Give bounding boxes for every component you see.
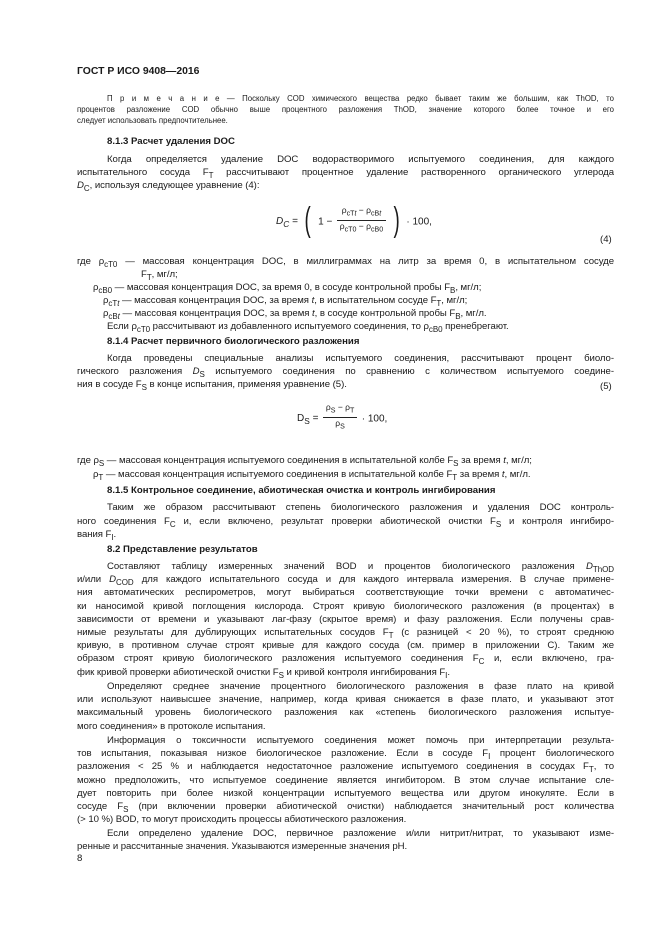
eq4-one: 1 − <box>318 216 333 228</box>
paragraph-line: кривую, в противном случае строят кривые для каждого сосуда (см. пример в приложении С). Таким же <box>77 640 614 652</box>
eq4-numerator: $\rho_{cTt} - \rho_{cBt}$ <box>337 205 386 221</box>
note-line: следует использовать предпочтительнее. <box>77 116 228 125</box>
eq5-tail: · 100, <box>361 413 388 425</box>
equation-5 <box>297 402 387 432</box>
eq4-lhs: $D_C$ = <box>276 216 298 230</box>
paragraph-line: фик кривой проверки абиотической очистки $F_S$ и кривой контроля ингибирования $F_I$. <box>77 666 450 680</box>
paragraph-line: испытательного сосуда $F_T$ рассчитывают процентное удаление растворенного органического углерода <box>77 167 614 180</box>
paragraph-line: (> 10 %) BOD, то могут происходить процессы абиотического разложения. <box>77 814 407 826</box>
section-heading: 8.1.4 Расчет первичного биологического разложения <box>107 336 360 347</box>
paragraph-line: тов испытания, показывая низкое биологическое разложение. Если в сосуде $F_I$ процент биологического <box>77 748 614 761</box>
definition-line: $\rho_{cTt}$ — массовая концентрация DOC, за время t, в испытательном сосуде $F_T$, мг/л; <box>103 295 468 308</box>
section-heading: 8.1.5 Контрольное соединение, абиотическая очистка и контроль ингибирования <box>107 485 496 496</box>
paragraph-line: ного соединения $F_C$ и, если включено, результат проверки абиотической очистки $F_S$ и контроля ингибиро- <box>77 516 614 529</box>
eq5-lhs: $D_S$ = <box>297 413 319 427</box>
paragraph-line: Составляют таблицу измеренных значений BOD и процентов биологического разложения $D_{ThOD}$ <box>107 561 614 574</box>
equation-5-number: (5) <box>600 381 612 392</box>
definition-line: $\rho_{cB0}$ — массовая концентрация DOC, за время 0, в сосуде контрольной пробы $F_B$, мг/л; <box>93 282 482 295</box>
section-heading: 8.1.3 Расчет удаления DOC <box>107 136 235 147</box>
paragraph-line: Таким же образом рассчитывают степень биологического разложения и удаления DOC контроль- <box>107 502 614 513</box>
equation-4: $D_C$ = ( 1 − $\frac{\rho_{cTt} - \rho_{cBt}}{\rho_{cT0} - \rho_{cB0}}$ ) · 100, <box>276 201 432 240</box>
paragraph-line: сосуде $F_S$ (при включении проверки абиотической очистки) наблюдается значительный рост количества <box>77 801 614 814</box>
paragraph-line: Когда определяется удаление DOC водорастворимого испытуемого соединения, для каждого <box>107 154 614 165</box>
paragraph-line: Определяют среднее значение процентного биологического разложения в фазе плато на кривой <box>107 681 614 692</box>
paragraph-line: ренные и рассчитанные значения. Указываются измеренные значения рН. <box>77 841 408 853</box>
paragraph-line: и/или $D_{COD}$ для каждого испытательного сосуда и для каждого интервала измерения. В случае примене- <box>77 574 614 587</box>
equation-4-number: (4) <box>600 234 612 245</box>
paragraph-line: Информация о токсичности испытуемого соединения может помочь при интерпретации результа- <box>107 735 614 746</box>
paragraph-line: можно предположить, что испытуемое соединение является ингибитором. В этом случае испытание сле- <box>77 774 614 786</box>
paragraph-line: мого соединения» в протоколе испытания. <box>77 720 266 732</box>
paragraph-line: Когда проведены специальные анализы испытуемого соединения, рассчитывают процент биоло- <box>107 353 614 364</box>
paragraph-line: дует повторить при более низкой концентрации испытуемого вещества или другом инокуляте. Если в <box>77 787 614 799</box>
paragraph-line: ния автоматических респирометров, могут выбираться соответствующие точки времени с автоматичес- <box>77 587 614 599</box>
paragraph-line: ния в сосуде $F_S$ в конце испытания, применяя уравнение (5). <box>77 379 347 392</box>
definition-line: где $\rho_{cT0}$ — массовая концентрация DOC, в миллиграммах на литр за время 0, в испытательном сосуде <box>77 256 614 269</box>
paragraph-line: разложения < 25 % и наблюдается недостаточное разложение испытуемого соединения в сосудах $F_T$, то <box>77 761 614 774</box>
paragraph-line: Если определено удаление DOC, первичное разложение и/или нитрит/нитрат, то указывают изме- <box>107 828 614 839</box>
page-header-title: ГОСТ Р ИСО 9408—2016 <box>77 66 200 77</box>
paragraph-line: зависимости от времени и указывают лаг-фазу (скрытое время) и фазу разложения. Если получены срав- <box>77 613 614 625</box>
eq5-numerator: $\rho_S - \rho_T$ <box>323 402 357 418</box>
definition-line: $F_T$, мг/л; <box>141 269 178 282</box>
paragraph-line: нимые результаты для дублирующих испытательных сосудов $F_T$ (с разницей < 20 %), то строят среднюю <box>77 627 614 640</box>
paragraph-line: образом строят кривую биологического разложения испытуемого соединения $F_C$ и, если включено, гра- <box>77 653 614 666</box>
page-number: 8 <box>77 853 83 864</box>
eq5-denominator: $\rho_S$ <box>335 417 345 431</box>
eq4-tail: · 100, <box>406 216 432 228</box>
note-line: процентов разложение COD обычно выше процентного разложения ThOD, значение которого более точное и его <box>77 105 614 114</box>
paragraph-line: максимальный уровень биологического разложения как «степень биологического разложения испытуе- <box>77 707 614 719</box>
paragraph-line: гического разложения $D_S$ испытуемого соединения по сравнению с количеством испытуемого соедине- <box>77 366 614 379</box>
paragraph-line: или используют наивысшее значение, например, когда кривая снижается в фазе плато, и указывают этот <box>77 694 614 706</box>
eq4-denominator: $\rho_{cT0} - \rho_{cB0}$ <box>339 220 384 234</box>
definition-line: $\rho_{cBt}$ — массовая концентрация DOC, за время t, в сосуде контрольной пробы $F_B$, мг/л. <box>103 308 487 321</box>
definition-line: Если $\rho_{cT0}$ рассчитывают из добавленного испытуемого соединения, то $\rho_{cB0}$ пренебрегают. <box>107 321 509 334</box>
section-heading: 8.2 Представление результатов <box>107 544 258 555</box>
note-line: П р и м е ч а н и е — Поскольку COD химического вещества редко бывает таким же большим, как ThOD, то <box>107 94 614 103</box>
paragraph-line: $D_C$, используя следующее уравнение (4): <box>77 180 260 193</box>
definition-line: где $\rho_S$ — массовая концентрация испытуемого соединения в испытательной колбе $F_S$ за время t, мг/л; <box>77 455 532 468</box>
definition-line: $\rho_T$ — массовая концентрация испытуемого соединения в испытательной колбе $F_T$ за время t, мг/л. <box>93 469 531 482</box>
paragraph-line: вания $F_I$. <box>77 529 117 542</box>
paragraph-line: ки наносимой кривой поглощения кислорода. Строят кривую биологического разложения (в процентах) в <box>77 600 614 612</box>
